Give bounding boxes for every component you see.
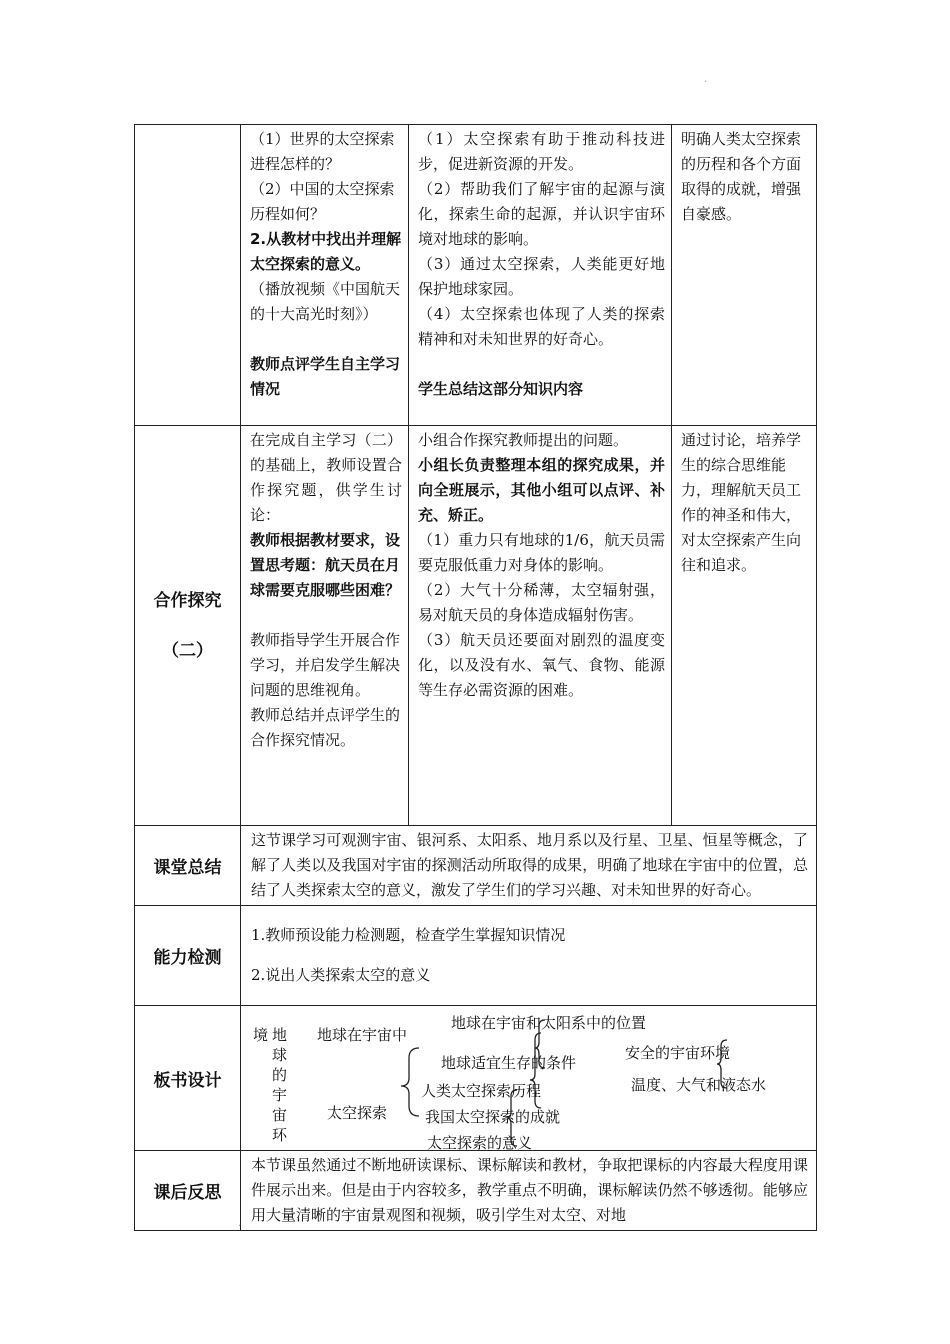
coop-student-cell [409,426,672,826]
reflection-text: 本节课虽然通过不断地研读课标、课标解读和教材，争取把课标的内容最大程度用课件展示出来。但是由于内容较多，教学重点不明确，课标解读仍然不够透彻。能够应用大量清晰的宇宙景观图和视频，吸引学生对太空、对地 [251,1156,808,1224]
ability-label: 能力检测 [135,906,241,1006]
root-char-3: 球 [272,1046,288,1064]
summary-text: 这节课学习可观测宇宙、银河系、太阳系、地月系以及行星、卫星、恒星等概念，了解了人类以及我国对宇宙的探测活动所取得的成果，明确了地球在宇宙中的位置，总结了人类探索太空的意义，激发了学生们的学习兴趣、对未知世界的好奇心。 [251,831,808,899]
main-brace [401,1048,419,1116]
difficulty-1: （1）重力只有地球的1/6，航天员需要克服低重力对身体的影响。 [418,531,665,574]
difficulty-2: （2）大气十分稀薄，太空辐射强，易对航天员的身体造成辐射伤害。 [418,581,665,624]
board-branch-1: 地球在宇宙中 [317,1026,408,1044]
board-label: 板书设计 [135,1006,241,1151]
root-char-5: 宇 [272,1086,288,1104]
board-branch-1b1: 安全的宇宙环境 [625,1044,731,1062]
teacher-activity-cell [241,125,409,426]
summary-cell [241,826,817,906]
board-branch-1b: 地球适宜生存的条件 [441,1054,577,1072]
board-cell [241,1006,817,1151]
root-char-7: 环 [272,1126,288,1144]
root-char-4: 的 [272,1066,288,1084]
coop-intro: 在完成自主学习（二）的基础上，教师设置合作探究题，供学生讨论： [250,431,402,524]
student-summary: 学生总结这部分知识内容 [418,380,584,398]
row-self-study [135,125,817,426]
teacher-question-2: （2）中国的太空探索历程如何？ [250,180,395,223]
row-board [135,1006,817,1151]
coop-teacher-cell [241,426,409,826]
coop-student-intro: 小组合作探究教师提出的问题。 [418,431,629,449]
lesson-plan-table [134,124,817,1231]
meaning-4: （4）太空探索也体现了人类的探索精神和对未知世界的好奇心。 [418,305,665,348]
page-mark-top: . [704,74,708,85]
meaning-3: （3）通过太空探索，人类能更好地保护地球家园。 [418,255,665,298]
summary-label: 课堂总结 [135,826,241,906]
label-cell-empty [135,125,241,426]
cooperative-label: 合作探究 [153,590,222,611]
board-branch-2c: 太空探索的意义 [427,1134,533,1152]
ability-item-2: 2.说出人类探索太空的意义 [251,966,431,984]
ability-cell [241,906,817,1006]
teacher-review: 教师点评学生自主学习情况 [250,355,401,398]
row-reflection [135,1151,817,1231]
cooperative-label-cell [135,426,241,826]
video-note: （播放视频《中国航天的十大高光时刻》） [250,280,401,323]
meaning-2: （2）帮助我们了解宇宙的起源与演化，探索生命的起源，并认识宇宙环境对地球的影响。 [418,180,665,248]
root-char-1: 境 [253,1026,269,1044]
teacher-question-1: （1）世界的太空探索进程怎样的？ [250,130,395,173]
board-branch-2b: 我国太空探索的成就 [425,1108,561,1126]
page-mark-bottom: . [238,1218,242,1229]
board-diagram [241,1006,816,1150]
row-cooperative [135,426,817,826]
coop-intent-cell [672,426,817,826]
reflection-cell [241,1151,817,1231]
student-activity-cell [409,125,672,426]
coop-student-bold: 小组长负责整理本组的探究成果，并向全班展示，其他小组可以点评、补充、矫正。 [418,456,665,524]
root-char-2: 地 [272,1026,288,1044]
difficulty-3: （3）航天员还要面对剧烈的温度变化，以及没有水、氧气、食物、能源等生存必需资源的困难。 [418,631,665,699]
board-branch-1a: 地球在宇宙和太阳系中的位置 [451,1014,647,1032]
meaning-1: （1）太空探索有助于推动科技进步，促进新资源的开发。 [418,130,665,173]
design-intent-text: 明确人类太空探索的历程和各个方面取得的成就，增强自豪感。 [681,130,802,223]
coop-intent-text: 通过讨论，培养学生的综合思维能力，理解航天员工作的神圣和伟大，对太空探索产生向往和追求。 [681,431,802,574]
cooperative-label-sub: （二） [162,640,213,661]
row-summary [135,826,817,906]
board-branch-2a: 人类太空探索历程 [421,1082,542,1100]
ability-item-1: 1.教师预设能力检测题，检查学生掌握知识情况 [251,926,566,944]
board-branch-2: 太空探索 [327,1104,388,1122]
design-intent-cell [672,125,817,426]
reflection-label: 课后反思 [135,1151,241,1231]
coop-question-bold: 教师根据教材要求，设置思考题：航天员在月球需要克服哪些困难？ [250,531,401,599]
board-branch-1b2: 温度、大气和液态水 [631,1076,767,1094]
row-ability [135,906,817,1006]
teacher-task-bold: 2.从教材中找出并理解太空探索的意义。 [250,230,402,273]
root-char-6: 宙 [272,1106,288,1124]
coop-guide: 教师指导学生开展合作学习，并启发学生解决问题的思维视角。 [250,631,401,699]
coop-teacher-summary: 教师总结并点评学生的合作探究情况。 [250,706,401,749]
